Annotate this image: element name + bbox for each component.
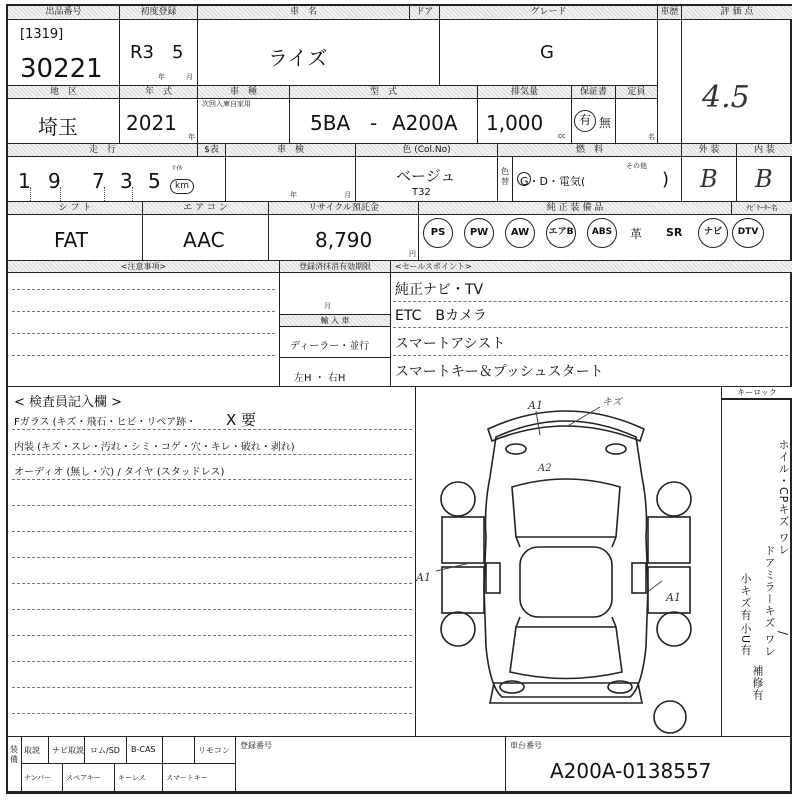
inspector-line-audio: オーディオ (無し・穴) / タイヤ (スタッドレス) bbox=[14, 467, 225, 478]
car-diagram bbox=[416, 387, 722, 737]
warranty-no: 無 bbox=[599, 116, 612, 130]
color-header: 色 (Col.No) bbox=[356, 144, 498, 157]
footer-item: ナビ取説 bbox=[52, 746, 84, 755]
inspection-month: 月 bbox=[344, 191, 351, 199]
capacity-cell bbox=[616, 99, 658, 144]
equip-abs: ABS bbox=[587, 218, 617, 248]
reg-no-cell bbox=[236, 737, 506, 792]
displacement-value: 1,000 bbox=[486, 111, 544, 135]
aircon-value: AAC bbox=[183, 228, 225, 252]
inspector-line-interior: 内装 (キズ・スレ・汚れ・シミ・コゲ・穴・キレ・破れ・剥れ) bbox=[14, 442, 295, 453]
footer-item: ロム/SD bbox=[90, 746, 120, 755]
interior-header: 内 装 bbox=[737, 144, 792, 157]
sales-point: スマートアシスト bbox=[395, 336, 506, 352]
model-type-b: A200A bbox=[392, 111, 458, 135]
lot-prefix: [1319] bbox=[20, 27, 64, 42]
mileage-digit: 9 bbox=[48, 169, 61, 193]
yen-unit: 円 bbox=[409, 250, 416, 258]
vertical-note: 小U有 bbox=[739, 623, 752, 657]
lot-no-header: 出品番号 bbox=[8, 6, 120, 20]
footer-item: スマートキー bbox=[166, 774, 208, 782]
mileage-digit: 5 bbox=[148, 169, 161, 193]
diagram-mark-a2: A2 bbox=[538, 463, 552, 474]
lot-number: 30221 bbox=[20, 54, 103, 84]
inspector-header: < 検査員記入欄 > bbox=[14, 395, 123, 410]
equip-airbag: エアB bbox=[546, 218, 576, 248]
first-reg-header: 初度登録 bbox=[120, 6, 198, 20]
fuel-close: ) bbox=[662, 169, 670, 190]
fuel-other: その他 bbox=[626, 162, 647, 170]
cc-unit: cc bbox=[558, 132, 566, 140]
model-year-header: 年 式 bbox=[120, 86, 198, 99]
recycle-cell bbox=[269, 215, 419, 261]
sales-point: スマートキー＆プッシュスタート bbox=[395, 364, 604, 380]
vertical-note: ドアミラーキズ ワレ bbox=[763, 545, 776, 658]
equip-dtv: DTV bbox=[732, 218, 764, 248]
exterior-header: 外 装 bbox=[682, 144, 737, 157]
shift-cell bbox=[8, 215, 143, 261]
diagram-mark-scratch: キズ bbox=[602, 397, 622, 408]
score-value: 4.5 bbox=[702, 80, 750, 115]
inspector-cell bbox=[8, 387, 416, 737]
grade-value: G bbox=[540, 42, 554, 63]
color-type-label: 色替 bbox=[501, 167, 509, 186]
footer-item: ナンバー bbox=[24, 774, 52, 782]
region-cell bbox=[8, 99, 120, 144]
mileage-type-header: $表 bbox=[198, 144, 226, 157]
capacity-header: 定員 bbox=[616, 86, 658, 99]
equip-ps: PS bbox=[423, 218, 453, 248]
model-type-header: 型 式 bbox=[290, 86, 478, 99]
lot-no-cell bbox=[8, 20, 120, 86]
reg-month: 月 bbox=[324, 302, 331, 310]
import-type: ディーラー・並行 bbox=[290, 341, 370, 352]
sales-points-cell bbox=[391, 273, 792, 387]
color-no: T32 bbox=[412, 187, 431, 198]
vehicle-class-header: 車 種 bbox=[198, 86, 290, 99]
reg-valid-cell bbox=[280, 273, 391, 315]
mileage-km: km bbox=[170, 179, 194, 194]
mileage-digit: 7 bbox=[92, 169, 105, 193]
auction-sheet bbox=[6, 4, 792, 794]
first-reg-month: 5 bbox=[172, 42, 184, 63]
chassis-cell bbox=[506, 737, 792, 792]
fuel-cell bbox=[498, 157, 682, 202]
model-year-cell bbox=[120, 99, 198, 144]
car-name-cell bbox=[198, 20, 440, 86]
grade-cell bbox=[440, 20, 658, 86]
inspection-header: 車 検 bbox=[226, 144, 356, 157]
displacement-header: 排気量 bbox=[478, 86, 572, 99]
notes-cell bbox=[8, 273, 280, 387]
footer-item: 取説 bbox=[24, 746, 40, 755]
history-cell bbox=[658, 20, 682, 144]
car-diagram-area bbox=[416, 387, 722, 737]
reg-no-header: 登録番号 bbox=[240, 741, 272, 750]
score-header: 評 価 点 bbox=[682, 6, 792, 20]
vertical-note: ホイル・CPキズ ワレ bbox=[777, 439, 790, 556]
equipment-header: 純 正 装 備 品 bbox=[419, 202, 732, 215]
sales-points-header: <セールスポイント> bbox=[391, 261, 792, 273]
chassis-header: 車台番号 bbox=[510, 741, 542, 750]
keylock-header: キーロック bbox=[722, 387, 792, 399]
model-year-value: 2021 bbox=[126, 111, 177, 135]
exterior-cell bbox=[682, 157, 737, 202]
equipment-footer-label: 装備 bbox=[8, 737, 22, 792]
vehicle-class-cell bbox=[198, 99, 290, 144]
month-unit: 月 bbox=[186, 73, 193, 81]
color-value: ベージュ bbox=[396, 167, 456, 185]
footer-item: B-CAS bbox=[131, 745, 156, 754]
model-type-dash: - bbox=[370, 111, 378, 135]
vehicle-class-note: 次回入庫自家用 bbox=[202, 100, 251, 108]
grade-header: グレード bbox=[440, 6, 658, 20]
equip-pw: PW bbox=[464, 218, 494, 248]
capacity-unit: 名 bbox=[648, 133, 655, 141]
inspection-cell bbox=[226, 157, 356, 202]
year-unit: 年 bbox=[158, 73, 165, 81]
door-header: ドア bbox=[410, 6, 440, 20]
equip-sunroof: SR bbox=[666, 226, 683, 239]
model-year-unit: 年 bbox=[188, 133, 195, 141]
import-side: 左H ・ 右H bbox=[294, 373, 346, 384]
vertical-slash: / bbox=[776, 631, 790, 637]
equip-leather: 革 bbox=[630, 227, 643, 241]
diagram-mark-a1-right: A1 bbox=[666, 591, 681, 604]
footer-items-cell bbox=[22, 737, 236, 792]
footer-item: スペアキー bbox=[66, 774, 101, 782]
glass-mark: X 要 bbox=[226, 411, 257, 429]
region-value: 埼玉 bbox=[38, 115, 78, 139]
diagram-mark-a1-front: A1 bbox=[528, 399, 543, 412]
warranty-cell bbox=[572, 99, 616, 144]
interior-grade: B bbox=[755, 165, 773, 193]
shift-header: シ フ ト bbox=[8, 202, 143, 215]
sales-point: ETC Bカメラ bbox=[395, 308, 487, 324]
reg-valid-header: 登録済抹消有効期限 bbox=[280, 261, 391, 273]
first-reg-era: R3 bbox=[130, 42, 154, 63]
car-name-header: 車 名 bbox=[198, 6, 410, 20]
region-header: 地 区 bbox=[8, 86, 120, 99]
warranty-yes: 有 bbox=[574, 110, 596, 132]
car-name: ライズ bbox=[268, 46, 328, 70]
vertical-note: 小キズ有 bbox=[739, 573, 752, 621]
history-header: 車歴 bbox=[658, 6, 682, 20]
fuel-header: 燃 料 bbox=[498, 144, 682, 157]
equip-navi: ナビ bbox=[698, 218, 728, 248]
shift-value: FAT bbox=[54, 228, 89, 252]
notes-header: <注意事項> bbox=[8, 261, 280, 273]
model-type-cell bbox=[290, 99, 478, 144]
fuel-options: G・D・電気( bbox=[520, 175, 586, 188]
sales-point: 純正ナビ・TV bbox=[395, 282, 484, 298]
aircon-cell bbox=[143, 215, 269, 261]
mileage-cell bbox=[8, 157, 226, 202]
mileage-digit: 3 bbox=[120, 169, 133, 193]
model-type-a: 5BA bbox=[310, 111, 351, 135]
displacement-cell bbox=[478, 99, 572, 144]
recycle-header: リサイクル預託金 bbox=[269, 202, 419, 215]
color-cell bbox=[356, 157, 498, 202]
keylock-cell bbox=[722, 387, 792, 737]
equip-aw: AW bbox=[505, 218, 535, 248]
recycle-value: 8,790 bbox=[315, 228, 373, 252]
footer-item: リモコン bbox=[198, 746, 230, 755]
navi-header: ﾅﾋﾞｹｰﾀｰ名 bbox=[732, 202, 792, 215]
score-cell bbox=[682, 20, 792, 144]
footer-item: キーレス bbox=[118, 774, 146, 782]
interior-cell bbox=[737, 157, 792, 202]
mileage-digit: 1 bbox=[18, 169, 31, 193]
aircon-header: エ ア コ ン bbox=[143, 202, 269, 215]
chassis-number: A200A-0138557 bbox=[550, 759, 712, 783]
warranty-header: 保証書 bbox=[572, 86, 616, 99]
exterior-grade: B bbox=[700, 165, 718, 193]
mileage-header: 走 行 bbox=[8, 144, 198, 157]
import-cell bbox=[280, 327, 391, 387]
inspector-line-glass: Fガラス (キズ・飛石・ヒビ・リペア跡・ bbox=[14, 417, 197, 428]
vertical-note: 補修有 bbox=[751, 665, 764, 701]
import-header: 輸 入 車 bbox=[280, 315, 391, 327]
first-reg-cell bbox=[120, 20, 198, 86]
diagram-mark-a1-left: A1 bbox=[416, 571, 431, 584]
inspection-year: 年 bbox=[290, 191, 297, 199]
mileage-mile: ﾏｲﾙ bbox=[172, 164, 183, 172]
